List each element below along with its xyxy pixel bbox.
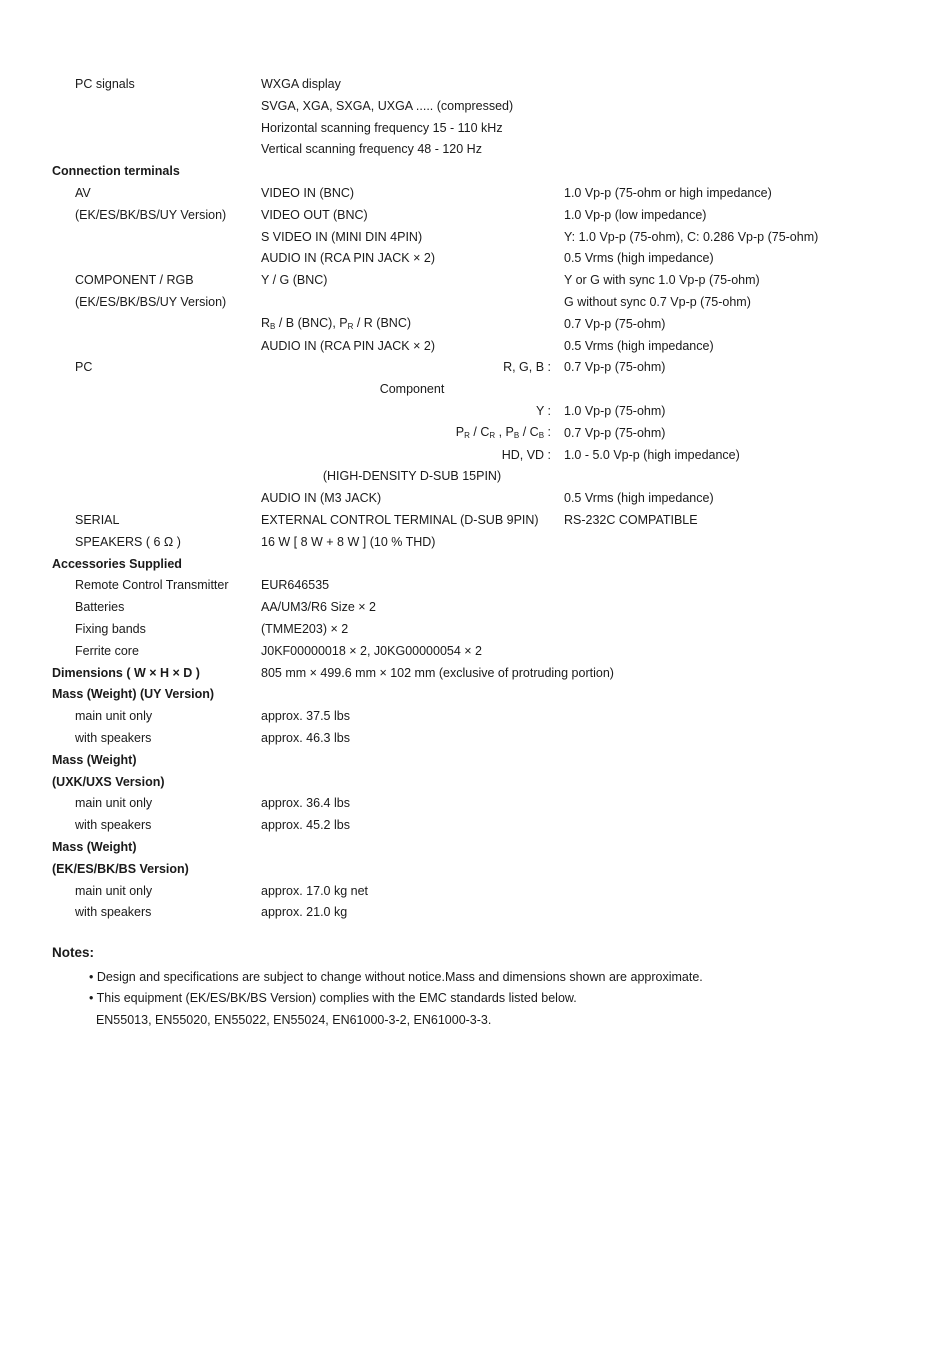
spec-cell-c1: SPEAKERS ( 6 Ω ) xyxy=(75,534,181,549)
spec-cell-c1: PC signals xyxy=(75,77,135,91)
spec-row xyxy=(0,902,950,922)
spec-row xyxy=(0,706,950,726)
spec-cell-ra: R, G, B : xyxy=(503,360,551,375)
spec-cell-c2: approx. 36.4 lbs xyxy=(261,796,350,811)
spec-row xyxy=(0,445,950,465)
spec-cell-c3: 1.0 Vp-p (low impedance) xyxy=(564,207,707,222)
spec-cell-c2: Vertical scanning frequency 48 - 120 Hz xyxy=(261,142,482,157)
pr-cr-pb-cb-row xyxy=(0,422,950,442)
spec-cell-ra: HD, VD : xyxy=(501,447,551,462)
spec-row xyxy=(0,750,950,770)
spec-cell-c3: G without sync 0.7 Vp-p (75-ohm) xyxy=(564,295,751,309)
spec-cell-c0: Accessories Supplied xyxy=(52,556,182,571)
spec-cell-c2: approx. 46.3 lbs xyxy=(261,731,350,745)
spec-cell-c3: 0.7 Vp-p (75-ohm) xyxy=(564,316,666,331)
spec-row xyxy=(0,837,950,857)
spec-cell-c2: approx. 21.0 kg xyxy=(261,905,348,920)
spec-row xyxy=(0,161,950,181)
spec-cell-c2: AUDIO IN (M3 JACK) xyxy=(261,491,382,506)
spec-row xyxy=(0,336,950,356)
spec-cell-c2: approx. 17.0 kg net xyxy=(261,883,369,898)
spec-cell-c3: 1.0 Vp-p (75-ohm) xyxy=(564,404,666,418)
spec-cell-c2: 16 W [ 8 W + 8 W ] (10 % THD) xyxy=(261,534,436,549)
spec-row xyxy=(0,684,950,704)
spec-cell-c2: 805 mm × 499.6 mm × 102 mm (exclusive of protruding portion) xyxy=(261,665,614,680)
spec-cell-c0: Dimensions ( W × H × D ) xyxy=(52,665,200,680)
spec-cell-c1: Fixing bands xyxy=(75,622,146,636)
note-item: • This equipment (EK/ES/BK/BS Version) complies with the EMC standards listed below. xyxy=(89,991,577,1005)
notes-title: Notes: xyxy=(52,945,95,960)
spec-row xyxy=(0,772,950,792)
spec-row xyxy=(0,619,950,639)
spec-row xyxy=(0,793,950,813)
rgb-terminal-label: $R_B$ / B (BNC), $P_R$ / R (BNC) xyxy=(261,316,412,331)
spec-cell-c1: main unit only xyxy=(75,796,153,811)
spec-cell-c0: Mass (Weight) xyxy=(52,840,137,854)
spec-cell-c2: SVGA, XGA, SXGA, UXGA ..... (compressed) xyxy=(261,98,514,113)
spec-row xyxy=(0,205,950,225)
spec-cell-c2: AA/UM3/R6 Size × 2 xyxy=(261,600,376,615)
spec-cell-c3: Y or G with sync 1.0 Vp-p (75-ohm) xyxy=(564,273,760,288)
spec-cell-c0: (UXK/UXS Version) xyxy=(52,774,165,789)
spec-cell-c3: 0.7 Vp-p (75-ohm) xyxy=(564,425,666,440)
spec-cell-c0: Mass (Weight) (UY Version) xyxy=(52,687,215,702)
spec-cell-ra: Y : xyxy=(535,404,551,418)
spec-row xyxy=(0,641,950,661)
spec-cell-ctr: (HIGH-DENSITY D-SUB 15PIN) xyxy=(322,469,502,484)
spec-row xyxy=(0,597,950,617)
spec-row xyxy=(0,357,950,377)
spec-row xyxy=(0,401,950,421)
spec-cell-c3: 1.0 - 5.0 Vp-p (high impedance) xyxy=(564,447,740,462)
spec-cell-c3: 0.5 Vrms (high impedance) xyxy=(564,251,714,266)
spec-row xyxy=(0,554,950,574)
note-item: • Design and specifications are subject to change without notice.Mass and dimensions shown are approximate. xyxy=(89,970,703,984)
spec-cell-c0: (EK/ES/BK/BS Version) xyxy=(52,861,189,876)
spec-cell-c2: AUDIO IN (RCA PIN JACK × 2) xyxy=(261,338,435,353)
spec-row xyxy=(0,532,950,552)
spec-cell-c1: (EK/ES/BK/BS/UY Version) xyxy=(75,295,227,309)
spec-row xyxy=(0,466,950,486)
spec-cell-c3: 0.5 Vrms (high impedance) xyxy=(564,338,714,353)
spec-cell-c1: Remote Control Transmitter xyxy=(75,578,229,593)
spec-row xyxy=(0,227,950,247)
spec-cell-ctr: Component xyxy=(379,382,445,397)
spec-cell-c2: WXGA display xyxy=(261,77,341,91)
spec-row xyxy=(0,270,950,290)
spec-cell-c1: (EK/ES/BK/BS/UY Version) xyxy=(75,207,227,222)
spec-cell-c3: 0.5 Vrms (high impedance) xyxy=(564,491,714,506)
spec-row xyxy=(0,292,950,312)
spec-cell-c2: Horizontal scanning frequency 15 - 110 kHz xyxy=(261,120,503,135)
spec-cell-c0: Connection terminals xyxy=(52,164,180,179)
spec-cell-c0: Mass (Weight) xyxy=(52,752,137,767)
spec-cell-c2: (TMME203) × 2 xyxy=(261,622,349,636)
spec-cell-c1: PC xyxy=(75,360,93,375)
spec-cell-c2: VIDEO IN (BNC) xyxy=(261,186,355,200)
spec-cell-c2: approx. 37.5 lbs xyxy=(261,709,350,724)
spec-cell-c2: AUDIO IN (RCA PIN JACK × 2) xyxy=(261,251,435,266)
spec-row xyxy=(0,881,950,901)
spec-row xyxy=(0,728,950,748)
spec-cell-c3: 0.7 Vp-p (75-ohm) xyxy=(564,360,666,375)
spec-cell-c1: with speakers xyxy=(75,905,152,920)
spec-row xyxy=(0,859,950,879)
note-item: EN55013, EN55020, EN55022, EN55024, EN61000-3-2, EN61000-3-3. xyxy=(89,1013,492,1027)
spec-row xyxy=(0,74,950,94)
spec-cell-c3: Y: 1.0 Vp-p (75-ohm), C: 0.286 Vp-p (75-ohm) xyxy=(564,229,819,244)
rgb-terminal-row xyxy=(0,313,950,333)
spec-cell-c2: EXTERNAL CONTROL TERMINAL (D-SUB 9PIN) xyxy=(261,513,539,527)
spec-cell-c1: AV xyxy=(75,186,91,200)
spec-cell-c1: with speakers xyxy=(75,818,152,833)
spec-row xyxy=(0,510,950,530)
spec-cell-c1: with speakers xyxy=(75,731,152,745)
spec-row xyxy=(0,815,950,835)
spec-cell-c1: SERIAL xyxy=(75,513,120,527)
spec-cell-c2: Y / G (BNC) xyxy=(261,273,328,288)
spec-cell-c1: Batteries xyxy=(75,600,125,615)
spec-row xyxy=(0,248,950,268)
spec-cell-c2: VIDEO OUT (BNC) xyxy=(261,207,368,222)
spec-cell-c3: RS-232C COMPATIBLE xyxy=(564,513,698,527)
spec-cell-c1: main unit only xyxy=(75,883,153,898)
spec-row xyxy=(0,575,950,595)
spec-cell-c2: approx. 45.2 lbs xyxy=(261,818,350,833)
spec-cell-c3: 1.0 Vp-p (75-ohm or high impedance) xyxy=(564,186,772,200)
spec-row xyxy=(0,139,950,159)
spec-cell-c1: COMPONENT / RGB xyxy=(75,273,194,288)
spec-row xyxy=(0,96,950,116)
spec-cell-c2: J0KF00000018 × 2, J0KG00000054 × 2 xyxy=(261,643,483,658)
spec-row xyxy=(0,379,950,399)
spec-row xyxy=(0,488,950,508)
spec-cell-c2: EUR646535 xyxy=(261,578,330,593)
spec-row xyxy=(0,663,950,683)
spec-row xyxy=(0,118,950,138)
pr-cr-pb-cb-label: $P_R / C_R$ , $P_B / C_B$ : xyxy=(455,425,551,440)
spec-cell-c1: Ferrite core xyxy=(75,643,139,658)
spec-cell-c1: main unit only xyxy=(75,709,153,724)
spec-row xyxy=(0,183,950,203)
spec-cell-c2: S VIDEO IN (MINI DIN 4PIN) xyxy=(261,229,423,244)
